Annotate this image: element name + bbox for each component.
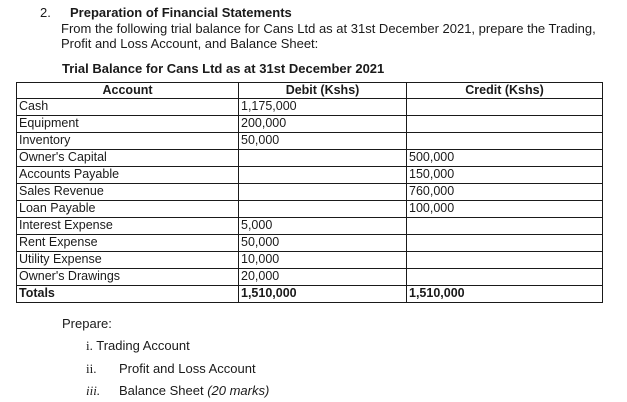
table-row xyxy=(17,252,603,269)
table-row xyxy=(17,235,603,252)
table-row xyxy=(17,167,603,184)
credit-cell xyxy=(407,133,603,150)
task-item xyxy=(86,338,190,354)
table-row xyxy=(17,150,603,167)
table-row xyxy=(17,269,603,286)
debit-cell: 10,000 xyxy=(239,252,407,269)
table-row xyxy=(17,218,603,235)
debit-cell: 200,000 xyxy=(239,116,407,133)
account-cell: Owner's Drawings xyxy=(17,269,239,286)
task-item xyxy=(86,383,269,399)
totals-label: Totals xyxy=(17,286,239,303)
table-row xyxy=(17,116,603,133)
totals-row xyxy=(17,286,603,303)
account-cell: Accounts Payable xyxy=(17,167,239,184)
trial-balance-table xyxy=(16,82,603,303)
account-cell: Inventory xyxy=(17,133,239,150)
debit-cell: 50,000 xyxy=(239,133,407,150)
credit-cell xyxy=(407,269,603,286)
task-text: Profit and Loss Account xyxy=(119,361,256,376)
task-text: Balance Sheet xyxy=(119,383,204,398)
debit-cell: 20,000 xyxy=(239,269,407,286)
task-numeral: i. xyxy=(86,338,93,353)
debit-cell xyxy=(239,184,407,201)
debit-cell xyxy=(239,150,407,167)
table-row xyxy=(17,99,603,116)
credit-cell xyxy=(407,218,603,235)
credit-cell: 760,000 xyxy=(407,184,603,201)
column-header-debit: Debit (Kshs) xyxy=(239,83,407,99)
task-marks: (20 marks) xyxy=(207,383,270,398)
credit-cell: 500,000 xyxy=(407,150,603,167)
account-cell: Cash xyxy=(17,99,239,116)
column-header-credit: Credit (Kshs) xyxy=(407,83,603,99)
task-numeral: iii. xyxy=(86,383,101,398)
question-number: 2. xyxy=(40,5,51,20)
table-row xyxy=(17,133,603,150)
column-header-account: Account xyxy=(17,83,239,99)
table-row xyxy=(17,184,603,201)
account-cell: Sales Revenue xyxy=(17,184,239,201)
totals-credit: 1,510,000 xyxy=(407,286,603,303)
debit-cell: 1,175,000 xyxy=(239,99,407,116)
prepare-label: Prepare: xyxy=(62,316,112,331)
table-row xyxy=(17,201,603,218)
credit-cell xyxy=(407,116,603,133)
credit-cell xyxy=(407,252,603,269)
credit-cell xyxy=(407,99,603,116)
account-cell: Equipment xyxy=(17,116,239,133)
debit-cell: 50,000 xyxy=(239,235,407,252)
account-cell: Rent Expense xyxy=(17,235,239,252)
debit-cell xyxy=(239,201,407,218)
totals-debit: 1,510,000 xyxy=(239,286,407,303)
task-text: Trading Account xyxy=(96,338,190,353)
debit-cell xyxy=(239,167,407,184)
credit-cell: 150,000 xyxy=(407,167,603,184)
debit-cell: 5,000 xyxy=(239,218,407,235)
question-heading: Preparation of Financial Statements xyxy=(70,5,292,20)
account-cell: Loan Payable xyxy=(17,201,239,218)
account-cell: Owner's Capital xyxy=(17,150,239,167)
credit-cell xyxy=(407,235,603,252)
account-cell: Utility Expense xyxy=(17,252,239,269)
task-item xyxy=(86,361,256,377)
question-intro: From the following trial balance for Cans Ltd as at 31st December 2021, prepare the Trading, Profit and Loss Account, and Balance Sheet: xyxy=(61,21,596,51)
table-header-row xyxy=(17,83,603,99)
trial-balance-title: Trial Balance for Cans Ltd as at 31st December 2021 xyxy=(62,61,385,76)
task-numeral: ii. xyxy=(86,361,97,376)
credit-cell: 100,000 xyxy=(407,201,603,218)
account-cell: Interest Expense xyxy=(17,218,239,235)
